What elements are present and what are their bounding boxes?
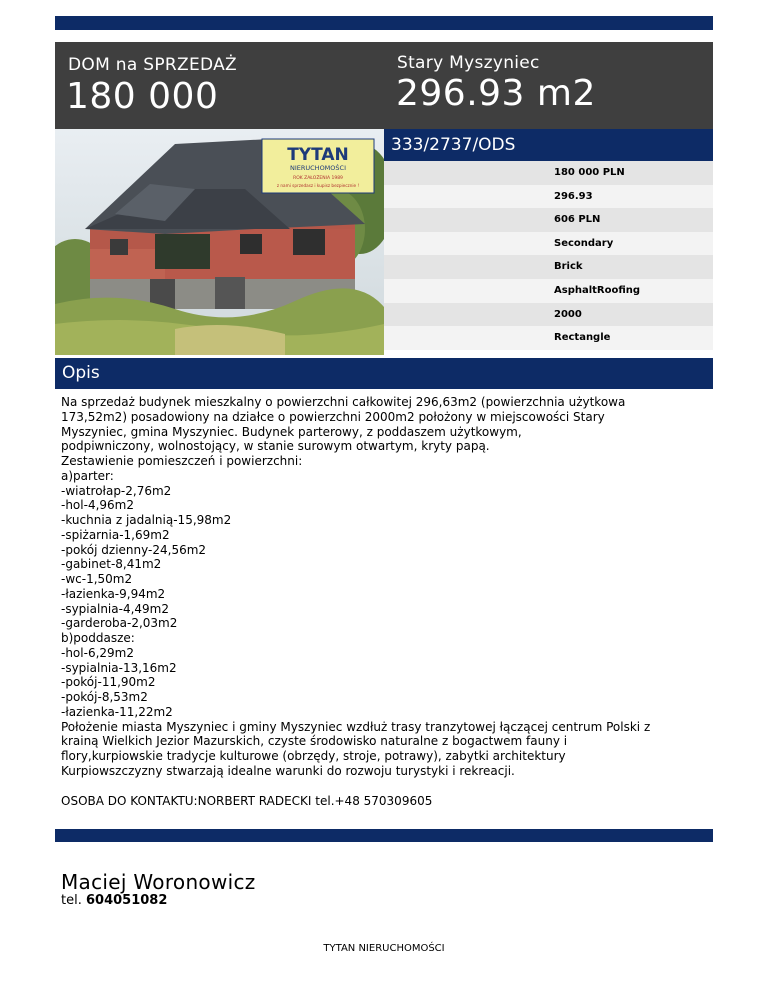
description-line: -garderoba-2,03m2 xyxy=(61,616,178,631)
description-line: -sypialnia-4,49m2 xyxy=(61,601,169,616)
description-line: podpiwniczony, wolnostojący, w stanie surowym otwartym, kryty papą. xyxy=(61,439,490,454)
description-line: -pokój-11,90m2 xyxy=(61,675,156,690)
description-line: -pokój-8,53m2 xyxy=(61,690,148,704)
spec-price: 180 000 PLN xyxy=(384,161,713,185)
description-line: Myszyniec, gmina Myszyniec. Budynek parterowy, z poddaszem użytkowym, xyxy=(61,424,522,439)
spec-lot-size: 2000 xyxy=(384,303,713,327)
price-value: 180 000 xyxy=(66,76,219,117)
description-line: -hol-6,29m2 xyxy=(61,645,134,660)
top-accent-bar xyxy=(55,16,713,30)
offer-reference: 333/2737/ODS xyxy=(384,129,713,161)
description-line: -gabinet-8,41m2 xyxy=(61,557,162,572)
agency-logo xyxy=(262,139,374,193)
description-line: -pokój dzienny-24,56m2 xyxy=(61,542,207,557)
description-line: -łazienka-11,22m2 xyxy=(61,704,173,719)
spec-lot-shape: Rectangle xyxy=(384,326,713,350)
spec-material: Brick xyxy=(384,255,713,279)
description-line: a)parter: xyxy=(61,468,114,483)
spec-price-per-m2: 606 PLN xyxy=(384,208,713,232)
description-line: -łazienka-9,94m2 xyxy=(61,586,166,601)
description-heading: Opis xyxy=(55,358,713,389)
logo-title: TYTAN xyxy=(287,145,349,165)
area-value: 296.93 m2 xyxy=(396,73,596,114)
description-line: -kuchnia z jadalnią-15,98m2 xyxy=(61,513,232,527)
logo-slogan: z nami sprzedasz i kupisz bezpiecznie ! xyxy=(276,183,360,188)
description-text xyxy=(61,395,711,779)
description-line: -spiżarnia-1,69m2 xyxy=(61,527,170,542)
section-divider-bar xyxy=(55,829,713,842)
property-photo xyxy=(55,129,384,355)
footer-agency-name: TYTAN NIERUCHOMOŚCI xyxy=(323,943,445,954)
description-line: -wiatrołap-2,76m2 xyxy=(61,483,172,498)
spec-table xyxy=(384,161,713,350)
logo-year: ROK ZAŁOŻENIA 1989 xyxy=(293,176,343,181)
description-line: Na sprzedaż budynek mieszkalny o powierzchni całkowitej 296,63m2 (powierzchnia użytkowa xyxy=(61,395,626,409)
description-line: b)poddasze: xyxy=(61,631,135,645)
listing-header xyxy=(55,42,713,129)
description-line: -wc-1,50m2 xyxy=(61,572,133,586)
phone-label: tel. xyxy=(61,893,82,908)
description-line: flory,kurpiowskie tradycje kulturowe (obrzędy, stroje, potrawy), zabytki architektury xyxy=(61,749,566,763)
description-line: -hol-4,96m2 xyxy=(61,498,134,513)
agent-name: Maciej Woronowicz xyxy=(61,870,256,894)
description-line: Zestawienie pomieszczeń i powierzchni: xyxy=(61,454,303,468)
description-line: Kurpiowszczyzny stwarzają idealne warunki do rozwoju turystyki i rekreacji. xyxy=(61,763,515,778)
logo-subtitle: NIERUCHOMOŚCI xyxy=(289,164,347,172)
phone-number[interactable]: 604051082 xyxy=(85,893,168,908)
spec-area: 296.93 xyxy=(384,185,713,209)
description-line: krainą Wielkich Jezior Mazurskich, czyste środowisko naturalne z bogactwem fauny i xyxy=(61,734,568,749)
description-line: 173,52m2) posadowiony na działce o powierzchni 2000m2 położony w miejscowości Stary xyxy=(61,409,605,424)
property-type-label: DOM na SPRZEDAŻ xyxy=(68,55,237,75)
agent-phone xyxy=(61,893,167,908)
description-line: Położenie miasta Myszyniec i gminy Myszyniec wzdłuż trasy tranzytowej łączącej centrum Polski z xyxy=(61,719,651,734)
spec-market: Secondary xyxy=(384,232,713,256)
contact-person: OSOBA DO KONTAKTU:NORBERT RADECKI tel.+48 570309605 xyxy=(61,794,433,808)
location-label: Stary Myszyniec xyxy=(397,53,540,73)
spec-roof: AsphaltRoofing xyxy=(384,279,713,303)
description-line: -sypialnia-13,16m2 xyxy=(61,660,177,675)
